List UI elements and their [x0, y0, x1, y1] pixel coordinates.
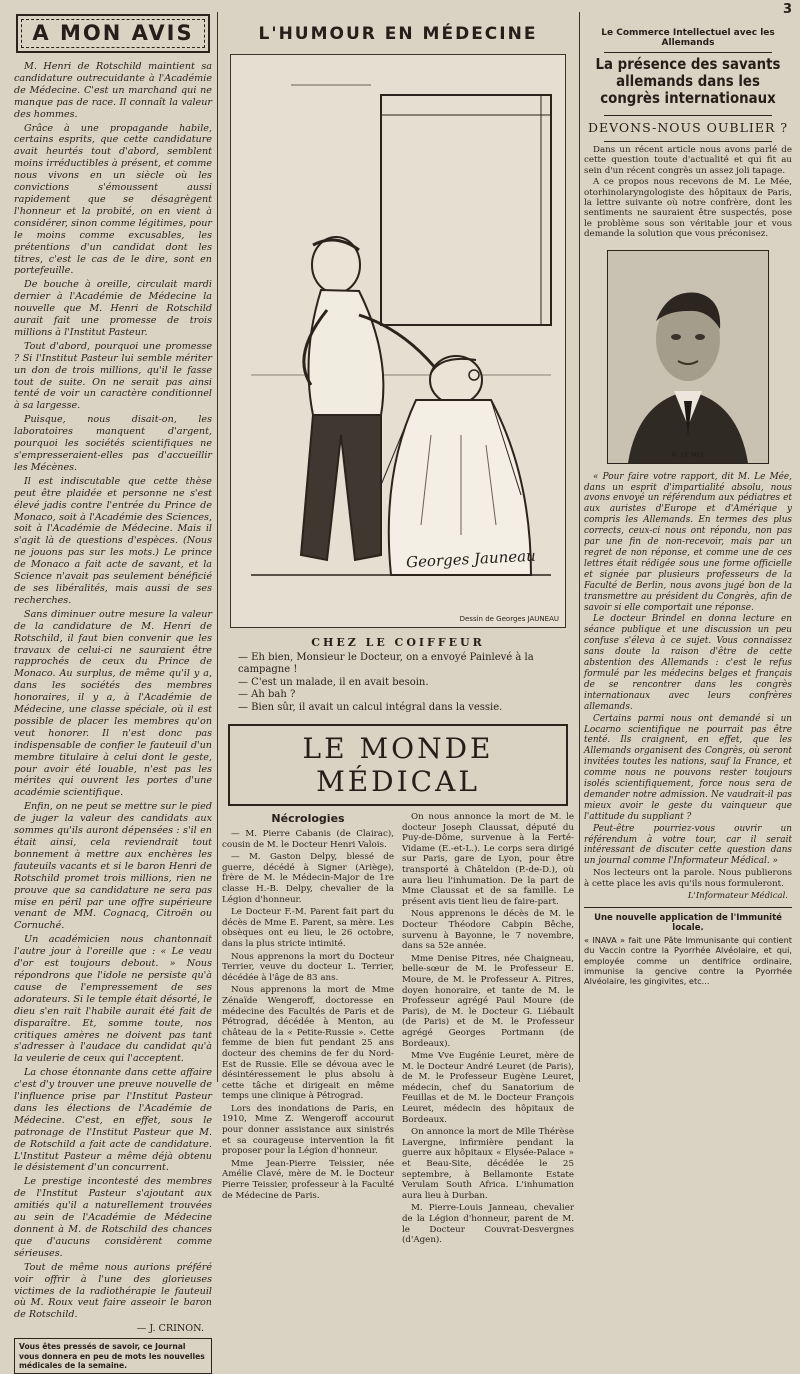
divider — [604, 52, 772, 53]
editorial-signature: — J. CRINON. — [136, 1323, 204, 1335]
editorial-paragraph: Tout d'abord, pourquoi une promesse ? Si l'Institut Pasteur lui semble mériter un don de trois millions, qu'il le fasse tout de suite. On ne serait pas ainsi tenté de voir un caractère conditionnel à sa largesse. — [14, 340, 212, 412]
editorial-paragraph: M. Henri de Rotschild maintient sa candidature outrecuidante à l'Académie de Médecine. C'est un marchand qui ne manque pas de race. Il connaît la valeur des hommes. — [14, 61, 212, 120]
obituary-item: Nous apprenons le décès de M. le Docteur Théodore Cabpin Bêche, survenu à Bayonne, le 7 novembre, dans sa 52e année. — [402, 909, 574, 952]
obituary-item: On annonce la mort de Mlle Thérèse Lavergne, infirmière pendant la guerre aux hôpitaux « Elysée-Palace » et Beau-Site, décédée le 25 septembre, à Bellamonte Estate Verulam South Africa. L'inhumation aura lieu à Durban. — [402, 1127, 574, 1201]
artist-signature: Georges Jauneau — [405, 546, 537, 572]
editorial-title: A MON AVIS — [32, 21, 194, 45]
cartoon-dialog-line: — Bien sûr, il avait un calcul intégral dans la vessie. — [238, 701, 503, 713]
section-kicker: Le Commerce Intellectuel avec les Allemands — [601, 28, 775, 48]
editorial-paragraph: Il est indiscutable que cette thèse peut être plaidée et personne ne s'est élevé jadis contre l'entrée du Prince de Monaco, soit à l'Académie des Sciences, soit à l'Académie de Médecine. Mais il s'agit là de questions d'espèces. (Nous ne jouons pas sur les mots.) Le prince de Monaco a fait acte de savant, et la Science n'avait pas seulement bénéficié de ses libéralités, mais aussi de ses recherches. — [14, 475, 212, 606]
news-body: « INAVA » fait une Pâte Immunisante qui contient du Vaccin contre la Pyorrhée Alvéolaire, et qui, employée comme un dentifrice ordinaire, immunise la gencive contre la Pyorrhée Alvéolaire, les gingivites, etc... — [584, 935, 792, 986]
obituary-item: Lors des inondations de Paris, en 1910, Mme Z. Wengeroff accourut pour donner assistance aux sinistrés et sa courageuse intervention la fit proposer pour la Légion d'honneur. — [222, 1103, 394, 1157]
editorial-paragraph: Un académicien nous chantonnait l'autre jour à l'oreille que : « Le veau d'or est toujours debout. » Nous répondrons que l'idole ne persiste qu'à cause de l'empressement de ses adorateurs. Si le temple était désorté, le dieu s'en rait l'habile aurait été fait de disparaître. Et, somme toute, nos critiques amères ne doivent pas tant s'adresser à l'audace du candidat qu'à la veulerie de ceux qui l'acceptent. — [14, 934, 212, 1065]
column-divider — [217, 12, 218, 1082]
editorial-header-box — [16, 14, 210, 53]
obituaries-heading: Nécrologies — [271, 812, 345, 826]
obituary-item: Le Docteur F.-M. Parent fait part du décès de Mme E. Parent, sa mère. Les obsèques ont eu lieu, le 26 octobre, dans la plus stricte intimité. — [222, 907, 394, 949]
portrait-caption: M. LE MÉE — [671, 450, 705, 459]
editorial-paragraph: La chose étonnante dans cette affaire c'est d'y trouver une preuve nouvelle de l'influence prise par l'Institut Pasteur dans les élections de l'Académie de Médecine. C'est, en effet, sous le patronage de l'Institut Pasteur que M. de Rotschild a fait acte de candidature. L'Institut Pasteur a même déjà obtenu le désistement d'un concurrent. — [14, 1067, 212, 1174]
editorial-column — [14, 10, 212, 1371]
obituary-item: — M. Pierre Cabanis (de Clairac), cousin de M. le Docteur Henri Valois. — [222, 829, 394, 850]
editorial-paragraph: Le prestige incontesté des membres de l'Institut Pasteur s'ajoutant aux amitiés qu'il a naturellement trouvées au sein de l'Académie de Médecine donnent à M. de Rotschild des chances que d'aucuns considèrent comme sérieuses. — [14, 1176, 212, 1259]
obituary-item: Mme Vve Eugénie Leuret, mère de M. le Docteur André Leuret (de Paris), de M. le Professeur Eugène Leuret, médecin, chef du Sanatorium de Feuillas et de M. le Docteur François Leuret, médecin des hôpitaux de Bordeaux. — [402, 1051, 574, 1125]
divider — [604, 115, 772, 116]
letter-paragraph: Le docteur Brindel en donna lecture en séance publique et une discussion un peu confuse s'éleva à ce sujet. Vous connaissez sans doute la raison d'être de cette abstention des Allemands : c'est le refus formulé par les médecins belges et français de se rencontrer dans les congrès internationaux avec leurs confrères allemands. — [584, 614, 792, 712]
letter-paragraph: Certains parmi nous ont demandé si un Locarno scientifique ne pourrait pas être tenté. Ils craignent, en effet, que les Allemands organisent des Congrès, où seront invitées toutes les nations, sauf la France, et comme nous ne pouvons rester toujours isolés scientifiquement, force nous sera de demander notre admission. Ne vaudrait-il pas mieux avoir le geste du vainqueur que l'attitude du suppliant ? — [584, 713, 792, 822]
portrait-photo — [607, 250, 769, 464]
section-title: LE MONDE MÉDICAL — [228, 724, 568, 806]
obituary-item: — M. Gaston Delpy, blessé de guerre, décédé à Signer (Ariège), frère de M. le Médecin-Major de 1re classe H.-B. Delpy, chevalier de la Légion d'honneur. — [222, 852, 394, 905]
cartoon-dialog-line: — Ah bah ? — [238, 689, 296, 701]
cartoon-dialog-line: — C'est un malade, il en avait besoin. — [238, 676, 429, 688]
divider — [604, 141, 772, 142]
article-paragraph: Nos lecteurs ont la parole. Nous publierons à cette place les avis qu'ils nous formuleront. — [584, 868, 792, 889]
humour-column — [222, 10, 574, 1246]
obituary-item: Nous apprenons la mort de Mme Zénaïde Wengeroff, doctoresse en médecine des Facultés de Paris et de Pétrograd, décédée à Menton, au château de la « Petite-Russie ». Cette femme de bien fut pendant 25 ans docteur des chemins de fer du Nord-Est de Russie. Elle se dévoua avec le désintéressement le plus absolu à cette tâche et dirigeait en même temps une clinique à Pétrograd. — [222, 985, 394, 1102]
illustration-credit: Dessin de Georges JAUNEAU — [459, 615, 559, 623]
obituary-item: Nous apprenons la mort du Docteur Terrier, veuve du docteur L. Terrier, décédée à l'âge de 83 ans. — [222, 951, 394, 983]
page-number: 3 — [782, 2, 792, 17]
humour-title: L'HUMOUR EN MÉDECINE — [258, 24, 538, 44]
article-paragraph: A ce propos nous recevons de M. Le Mée, otorhinolaryngologiste des hôpitaux de Paris, la lettre suivante où notre confrère, dont les sentiments ne sauraient être suspectés, pose le problème sous son véritable jour et vous demande la solution que vous préconisez. — [584, 177, 792, 240]
cartoon-caption-title: CHEZ LE COIFFEUR — [311, 636, 485, 649]
cartoon-dialog-line: — Eh bien, Monsieur le Docteur, on a envoyé Painlevé à la campagne ! — [238, 652, 534, 676]
cartoon-illustration — [230, 54, 566, 628]
column-divider — [579, 12, 580, 1082]
commerce-column — [584, 10, 792, 1082]
letter-paragraph: Peut-être pourriez-vous ouvrir un référendum à votre tour, car il serait intéressant de discuter cette question dans un journal comme l'Informateur Médical. » — [584, 823, 792, 867]
obituary-item: Mme Denise Pitres, née Chaigneau, belle-sœur de M. le Professeur E. Moure, de M. le Professeur A. Pitres, doyen honoraire, et tante de M. le Professeur agrégé Paul Moure (de Paris), de M. le Docteur G. Liébault (de Paris) et de M. le Professeur agrégé Georges Portmann (de Bordeaux). — [402, 953, 574, 1049]
editorial-paragraph: Grâce à une propagande habile, certains esprits, que cette candidature avait heurtés tout d'abord, semblent moins irréductibles à présent, et comme nous vivons en un siècle où les convictions s'émoussent aussi rapidement que se désagrègent l'honneur et la probité, on en vient à considérer, sinon comme légitimes, pour le moins comme excusables, les prétentions d'un candidat dont les titres, c'est le cas de le dire, sont en portefeuille. — [14, 122, 212, 277]
editorial-paragraph: Enfin, on ne peut se mettre sur le pied de juger la valeur des candidats aux sommes qu'ils auront dépensées : s'il en était ainsi, cela reviendrait tout bonnement à mettre aux enchères les fauteuils vacants et si le baron Henri de Rotschild promet trois millions, rien ne prouve que sa candidature ne sera pas mise en péril par une offre supérieure venant de MM. Cognacq, Citroën ou Cornuché. — [14, 801, 212, 932]
medical-world-col-b — [402, 812, 574, 1248]
news-headline: Une nouvelle application de l'Immunité locale. — [584, 907, 792, 933]
obituary-item: Mme Jean-Pierre Teissier, née Amélie Clavé, mère de M. le Docteur Pierre Teissier, professeur à la Faculté de Médecine de Paris. — [222, 1158, 394, 1201]
editorial-paragraph: Sans diminuer outre mesure la valeur de la candidature de M. Henri de Rotschild, il faut bien convenir que les travaux de celui-ci ne sauraient être rapprochés de ceux du Prince de Monaco. Au surplus, de même qu'il y a, dans les sociétés des membres honoraires, il y a, à l'Académie de Médecine, une classe spéciale, où il est possible de placer les membres qu'on veut honorer. Il n'est donc pas indispensable de confier le fauteuil d'un membre titulaire à celui dont le geste, pour avoir été louable, n'est pas les mérites qui ouvrent les portes d'une académie scientifique. — [14, 608, 212, 799]
letter-paragraph: « Pour faire votre rapport, dit M. Le Mée, dans un esprit d'impartialité absolu, nous avons envoyé un référendum aux pédiatres et aux auristes d'Europe et d'Amérique y compris les Allemands. En termes des plus corrects, ceux-ci nous ont répondu, non pas par une fin de non-recevoir, mais par un regret de non réponse, et comme une de ces lettres était rédigée sous une forme officielle et signée par plusieurs professeurs de la Faculté de Berlin, nous avons jugé bon de la transmettre au président du Congrès, afin de savoir si elle comportait une réponse. — [584, 471, 792, 613]
article-paragraph: Dans un récent article nous avons parlé de cette question toute d'actualité et qui fit au sein d'un récent congrès un assez joli tapage. — [584, 145, 792, 176]
article-signature: L'Informateur Médical. — [687, 891, 788, 902]
portrait-image — [608, 251, 768, 463]
article-headline: La présence des savants allemands dans les congrès internationaux — [595, 55, 781, 107]
medical-world-col-a — [222, 812, 394, 1248]
medical-world-columns — [222, 812, 574, 1248]
weekly-news-note: Vous êtes pressés de savoir, ce Journal vous donnera en peu de mots les nouvelles médicales de la semaine. — [14, 1338, 212, 1374]
editorial-paragraph: Puisque, nous disait-on, les laboratoires manquent d'argent, pourquoi les sociétés scientifiques ne s'empresseraient-elles pas d'accueillir les Mécènes. — [14, 414, 212, 473]
editorial-paragraph: Tout de même nous aurions préféré voir offrir à l'une des glorieuses victimes de la radiothérapie le fauteuil où M. Roux veut faire asseoir le baron de Rotschild. — [14, 1261, 212, 1321]
article-subhead: DEVONS-NOUS OUBLIER ? — [587, 120, 789, 135]
obituary-item: On nous annonce la mort de M. le docteur Joseph Claussat, député du Puy-de-Dôme, survenue à la Ferté-Vidame (E.-et-L.). Le corps sera dirigé sur Paris, gare de Lyon, pour être transporté à Châteldon (P.-de-D.), où aura lieu l'inhumation. De la part de Mme Claussat et de sa famille. Le présent avis tient lieu de faire-part. — [402, 812, 574, 907]
cartoon-drawing — [231, 55, 565, 625]
editorial-paragraph: De bouche à oreille, circulait mardi dernier à l'Académie de Médecine la nouvelle que M. Henri de Rotschild aurait fait une promesse de trois millions à l'Institut Pasteur. — [14, 279, 212, 338]
obituary-item: M. Pierre-Louis Janneau, chevalier de la Légion d'honneur, parent de M. le Docteur Couvrat-Desvergnes (d'Agen). — [402, 1203, 574, 1246]
